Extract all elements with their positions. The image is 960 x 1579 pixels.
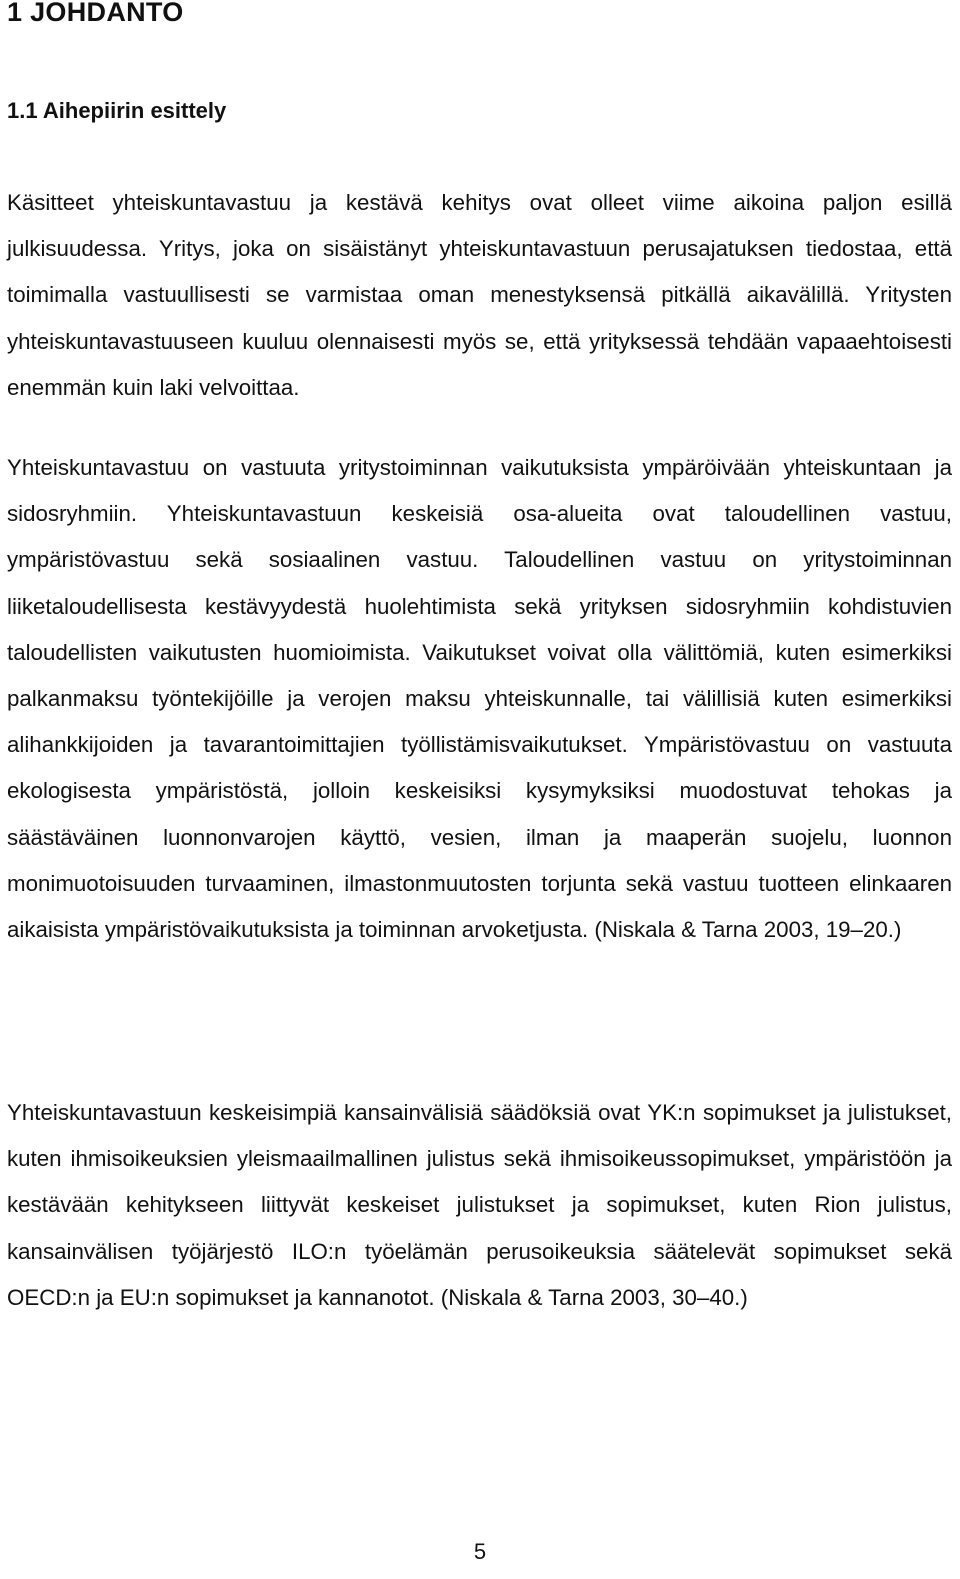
- paragraph-intro: Käsitteet yhteiskuntavastuu ja kestävä kehitys ovat olleet viime aikoina paljon esillä julkisuudessa. Yritys, joka on sisäistänyt yhteiskuntavastuun perusajatuksen tiedostaa, että toimimalla vastuullisesti se varmistaa oman menestyksensä pitkällä aikavälillä. Yritysten yhteiskuntavastuuseen kuuluu olennaisesti myös se, että yrityksessä tehdään vapaaehtoisesti enemmän kuin laki velvoittaa.: [7, 190, 952, 400]
- paragraph-responsibility-areas: Yhteiskuntavastuu on vastuuta yritystoiminnan vaikutuksista ympäröivään yhteiskuntaan ja sidosryhmiin. Yhteiskuntavastuun keskeisiä osa-alueita ovat taloudellinen vastuu, ympäristövastuu sekä sosiaalinen vastuu. Taloudellinen vastuu on yritystoiminnan liiketaloudellisesta kestävyydestä huolehtimista sekä yrityksen sidosryhmiin kohdistuvien taloudellisten vaikutusten huomioimista. Vaikutukset voivat olla välittömiä, kuten esimerkiksi palkanmaksu työntekijöille ja verojen maksu yhteiskunnalle, tai välillisiä kuten esimerkiksi alihankkijoiden ja tavarantoimittajien työllistämisvaikutukset. Ympäristövastuu on vastuuta ekologisesta ympäristöstä, jolloin keskeisiksi kysymyksiksi muodostuvat tehokas ja säästäväinen luonnonvarojen käyttö, vesien, ilman ja maaperän suojelu, luonnon monimuotoisuuden turvaaminen, ilmastonmuutosten torjunta sekä vastuu tuotteen elinkaaren aikaisista ympäristövaikutuksista ja toiminnan arvoketjusta. (Niskala & Tarna 2003, 19–20.): [7, 455, 952, 943]
- page-number: 5: [473, 1539, 487, 1564]
- section-heading: 1.1 Aihepiirin esittely: [7, 98, 227, 123]
- paragraph-international-regulations: Yhteiskuntavastuun keskeisimpiä kansainvälisiä säädöksiä ovat YK:n sopimukset ja julistukset, kuten ihmisoikeuksien yleismaailmallinen julistus sekä ihmisoikeussopimukset, ympäristöön ja kestävään kehitykseen liittyvät keskeiset julistukset ja sopimukset, kuten Rion julistus, kansainvälisen työjärjestö ILO:n työelämän perusoikeuksia säätelevät sopimukset sekä OECD:n ja EU:n sopimukset ja kannanotot. (Niskala & Tarna 2003, 30–40.): [7, 1100, 952, 1310]
- chapter-heading: 1 JOHDANTO: [7, 0, 184, 27]
